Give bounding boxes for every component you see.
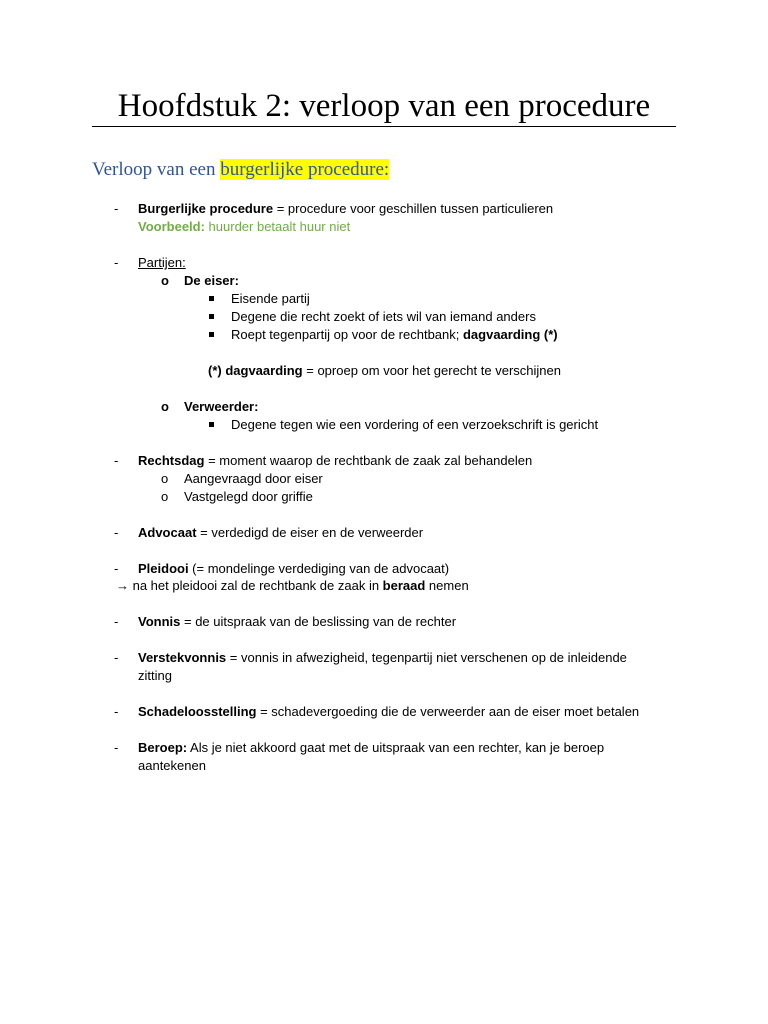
list-item-rechtsdag bbox=[138, 452, 532, 470]
beraad-term: beraad bbox=[382, 578, 426, 593]
square-bullet-icon bbox=[209, 296, 214, 301]
sub-item-eiser: De eiser: bbox=[184, 273, 239, 288]
section-heading bbox=[92, 158, 389, 182]
dash-bullet: - bbox=[114, 650, 119, 665]
term: Pleidooi bbox=[138, 561, 189, 576]
eiser-item: Degene die recht zoekt of iets wil van iemand anders bbox=[231, 309, 536, 324]
list-item-burgerlijke bbox=[138, 200, 553, 218]
list-item-schadeloosstelling bbox=[138, 703, 639, 721]
example-line bbox=[138, 218, 350, 236]
circle-bullet: o bbox=[161, 489, 169, 504]
definition: Als je niet akkoord gaat met de uitspraak van een rechter, kan je beroep bbox=[187, 740, 605, 755]
definition: = moment waarop de rechtbank de zaak zal behandelen bbox=[204, 453, 533, 468]
square-bullet-icon bbox=[209, 314, 214, 319]
definition: = schadevergoeding die de verweerder aan de eiser moet betalen bbox=[256, 704, 640, 719]
term: Burgerlijke procedure bbox=[138, 201, 274, 216]
square-bullet-icon bbox=[209, 332, 214, 337]
dash-bullet: - bbox=[114, 561, 119, 576]
term: Schadeloosstelling bbox=[138, 704, 257, 719]
term: Rechtsdag bbox=[138, 453, 205, 468]
definition: (= mondelinge verdediging van de advocaat) bbox=[188, 561, 450, 576]
list-item-beroep bbox=[138, 739, 604, 757]
note-term: (*) dagvaarding bbox=[208, 363, 303, 378]
term: Verstekvonnis bbox=[138, 650, 227, 665]
eiser-item bbox=[231, 326, 558, 344]
sub-item-verweerder: Verweerder: bbox=[184, 399, 259, 414]
definition: = verdedigd de eiser en de verweerder bbox=[196, 525, 424, 540]
list-item-pleidooi bbox=[138, 560, 449, 578]
eiser-item: Eisende partij bbox=[231, 291, 310, 306]
rechtsdag-subitem: Vastgelegd door griffie bbox=[184, 489, 313, 504]
list-item-partijen: Partijen: bbox=[138, 255, 186, 270]
heading-highlight: burgerlijke procedure: bbox=[220, 159, 390, 180]
definition: = procedure voor geschillen tussen particulieren bbox=[273, 201, 554, 216]
pleidooi-arrow-line bbox=[116, 577, 469, 595]
verstekvonnis-continuation: zitting bbox=[138, 668, 172, 683]
heading-prefix: Verloop van een bbox=[92, 159, 221, 180]
dash-bullet: - bbox=[114, 255, 119, 270]
title-underline bbox=[92, 126, 676, 127]
dagvaarding-note bbox=[208, 362, 561, 380]
circle-bullet: o bbox=[161, 273, 169, 288]
circle-bullet: o bbox=[161, 471, 169, 486]
dash-bullet: - bbox=[114, 614, 119, 629]
term: Advocaat bbox=[138, 525, 197, 540]
dash-bullet: - bbox=[114, 453, 119, 468]
arrow-text: na het pleidooi zal de rechtbank de zaak in bbox=[129, 578, 383, 593]
dash-bullet: - bbox=[114, 740, 119, 755]
dash-bullet: - bbox=[114, 525, 119, 540]
square-bullet-icon bbox=[209, 422, 214, 427]
list-item-vonnis bbox=[138, 613, 456, 631]
note-text: = oproep om voor het gerecht te verschijnen bbox=[302, 363, 561, 378]
rechtsdag-subitem: Aangevraagd door eiser bbox=[184, 471, 323, 486]
term: Beroep: bbox=[138, 740, 188, 755]
verweerder-item: Degene tegen wie een vordering of een verzoekschrift is gericht bbox=[231, 417, 599, 432]
definition: = vonnis in afwezigheid, tegenpartij niet verschenen op de inleidende bbox=[226, 650, 627, 665]
arrow-icon: → bbox=[116, 578, 129, 593]
eiser-item-text: Roept tegenpartij op voor de rechtbank; bbox=[231, 327, 463, 342]
example-text: huurder betaalt huur niet bbox=[204, 219, 351, 234]
page-title: Hoofdstuk 2: verloop van een procedure bbox=[117, 88, 651, 124]
circle-bullet: o bbox=[161, 399, 169, 414]
list-item-verstekvonnis bbox=[138, 649, 627, 667]
term: Vonnis bbox=[138, 614, 181, 629]
example-label: Voorbeeld: bbox=[138, 219, 205, 234]
dash-bullet: - bbox=[114, 704, 119, 719]
definition: = de uitspraak van de beslissing van de rechter bbox=[180, 614, 457, 629]
arrow-end: nemen bbox=[425, 578, 469, 593]
list-item-advocaat bbox=[138, 524, 423, 542]
beroep-continuation: aantekenen bbox=[138, 758, 206, 773]
dagvaarding-term: dagvaarding (*) bbox=[462, 327, 558, 342]
dash-bullet: - bbox=[114, 201, 119, 216]
